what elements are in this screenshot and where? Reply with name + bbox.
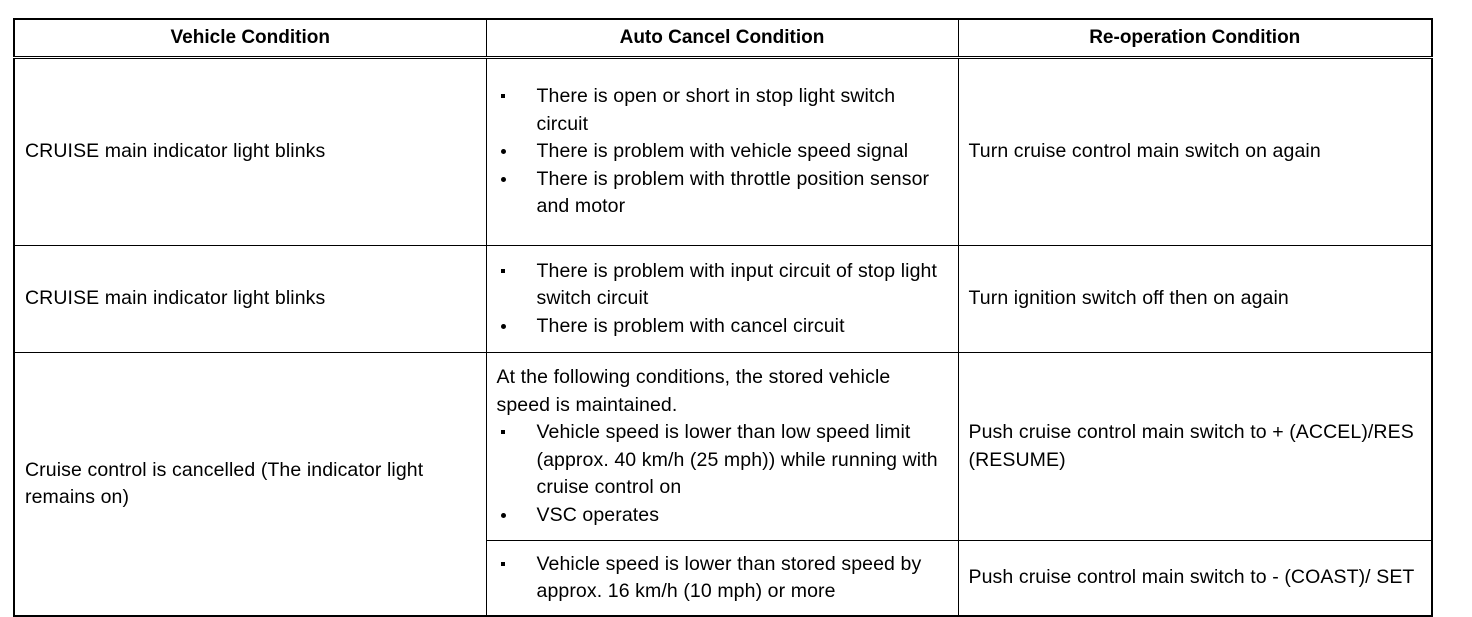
bullet-list xyxy=(497,258,948,341)
bullet-list xyxy=(497,83,948,221)
list-item xyxy=(497,166,948,221)
header-auto-cancel-condition: Auto Cancel Condition xyxy=(486,19,958,58)
header-reoperation-condition: Re-operation Condition xyxy=(958,19,1432,58)
vehicle-condition-cell: CRUISE main indicator light blinks xyxy=(14,246,486,353)
auto-cancel-cell xyxy=(486,353,958,541)
auto-cancel-cell xyxy=(486,246,958,353)
bullet-text: There is problem with input circuit of stop light switch circuit xyxy=(536,259,937,310)
auto-cancel-cell xyxy=(486,541,958,617)
vehicle-condition-cell: CRUISE main indicator light blinks xyxy=(14,58,486,246)
list-item xyxy=(497,83,948,138)
list-item xyxy=(497,551,948,606)
list-item xyxy=(497,138,948,166)
bullet-text: There is problem with throttle position sensor and motor xyxy=(536,167,930,218)
reoperation-cell: Turn ignition switch off then on again xyxy=(958,246,1432,353)
bullet-text: Vehicle speed is lower than low speed limit (approx. 40 km/h (25 mph)) while running with cruise control on xyxy=(536,421,938,498)
bullet-list xyxy=(497,551,948,606)
auto-cancel-cell xyxy=(486,58,958,246)
bullet-list xyxy=(497,419,948,529)
list-item xyxy=(497,313,948,341)
list-item xyxy=(497,502,948,530)
cruise-cancel-condition-table xyxy=(13,18,1433,617)
vehicle-condition-cell: Cruise control is cancelled (The indicator light remains on) xyxy=(14,353,486,617)
header-vehicle-condition: Vehicle Condition xyxy=(14,19,486,58)
reoperation-cell: Push cruise control main switch to + (ACCEL)/RES (RESUME) xyxy=(958,353,1432,541)
table-row xyxy=(14,58,1432,246)
intro-text: At the following conditions, the stored vehicle speed is maintained. xyxy=(496,366,891,416)
bullet-text: VSC operates xyxy=(536,503,660,526)
header-row xyxy=(14,19,1432,58)
bullet-text: There is problem with vehicle speed signal xyxy=(536,140,909,163)
reoperation-cell: Turn cruise control main switch on again xyxy=(958,58,1432,246)
bullet-text: There is open or short in stop light switch circuit xyxy=(536,85,896,135)
bullet-text: There is problem with cancel circuit xyxy=(536,314,845,337)
list-item xyxy=(497,258,948,313)
list-item xyxy=(497,419,948,502)
table-row xyxy=(14,246,1432,353)
reoperation-cell: Push cruise control main switch to - (COAST)/ SET xyxy=(958,541,1432,617)
bullet-text: Vehicle speed is lower than stored speed by approx. 16 km/h (10 mph) or more xyxy=(536,552,922,602)
table-row xyxy=(14,353,1432,541)
